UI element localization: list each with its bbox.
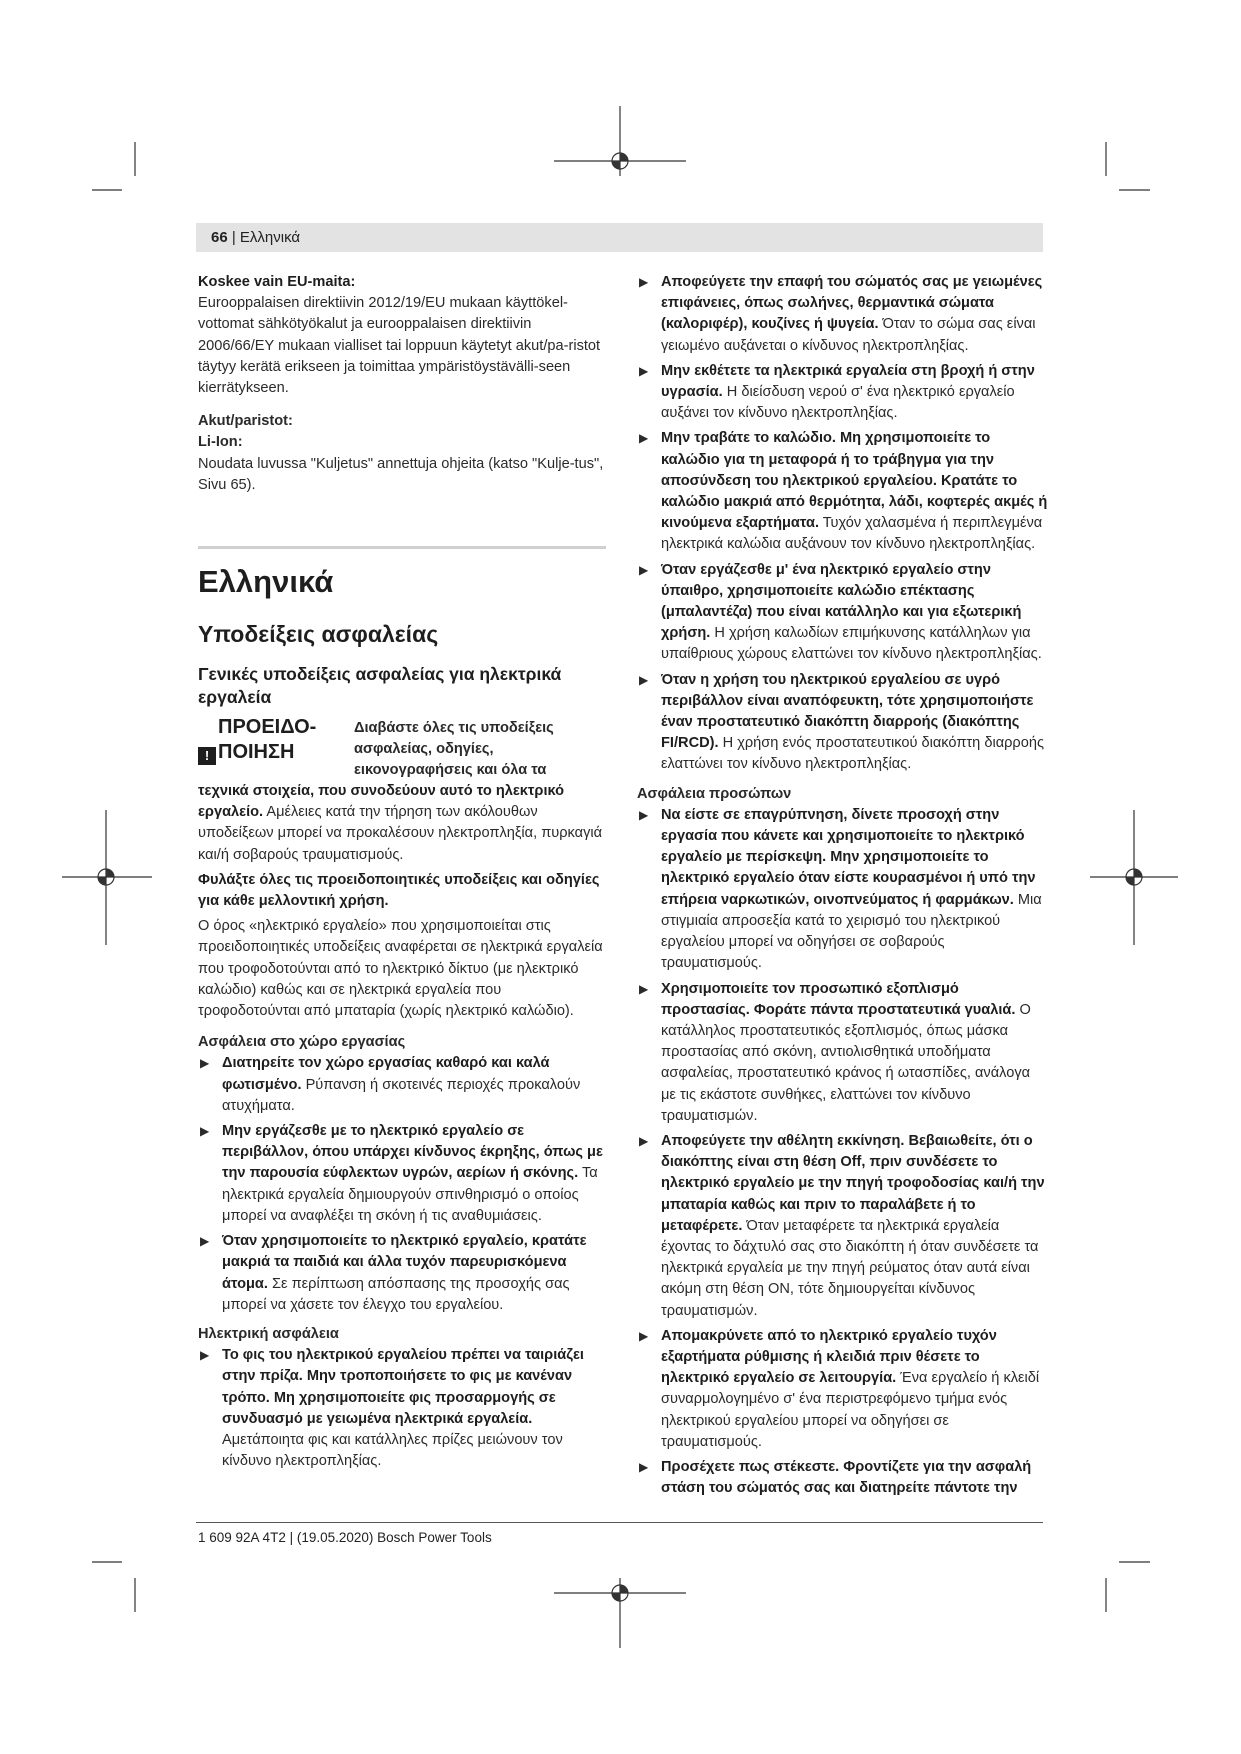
battery-heading: Akut/paristot: xyxy=(198,413,293,430)
bullet-arrow-icon: ▶ xyxy=(639,1459,649,1474)
page-footer: 1 609 92A 4T2 | (19.05.2020) Bosch Power Tools xyxy=(198,1530,492,1545)
workplace-item: ▶ Διατηρείτε τον χώρο εργασίας καθαρό και καλά φωτισμένο. Ρύπανση ή σκοτεινές περιοχές προκαλούν ατυχήματα. xyxy=(200,1055,581,1114)
personal-item: ▶ Χρησιμοποιείτε τον προσωπικό εξοπλισμό προστασίας. Φοράτε πάντα προστατευτικά γυαλιά. Ο κατάλληλος προστατευτικός εξοπλισμός, όπως μάσκα προστασίας από σκόνη, αντιολισθητικά υποδήματα ασφαλείας, προστατευτικό κράνος ή ωτασπίδες, ανάλογα με τις εκάστοτε συνθήκες, ελαττώνει τον κίνδυνο τραυματισμών. xyxy=(639,980,1031,1124)
bullet-arrow-icon: ▶ xyxy=(639,275,649,289)
page-number: 66 xyxy=(211,229,228,246)
bullet-arrow-icon: ▶ xyxy=(200,1234,210,1249)
bullet-arrow-icon: ▶ xyxy=(639,807,649,822)
language-title: Ελληνικά xyxy=(198,564,334,600)
bullet-arrow-icon: ▶ xyxy=(200,1124,210,1139)
warning-side-text: Διαβάστε όλες τις υποδείξεις ασφαλείας, οδηγίες, εικονογραφήσεις και όλα τα xyxy=(354,720,554,779)
warning-block xyxy=(198,715,606,781)
footer-divider xyxy=(196,1522,1043,1523)
electrical-heading: Ηλεκτρική ασφάλεια xyxy=(198,1325,339,1342)
workplace-item: ▶ Μην εργάζεσθε με το ηλεκτρικό εργαλείο σε περιβάλλον, όπου υπάρχει κίνδυνος έκρηξης, όπως με την παρουσία εύφλεκτων υγρών, αερίων ή σκόνης. Τα ηλεκτρικά εργαλεία δημιουργούν σπινθηρισμό ο οποίος μπορεί να αναφλέξει τη σκόνη ή τις αναθυμιάσεις. xyxy=(200,1123,603,1224)
warning-cont-bold: τεχνικά στοιχεία, που συνοδεύουν αυτό το ηλεκτρικό εργαλείο. xyxy=(198,783,565,821)
safety-title: Υποδείξεις ασφαλείας xyxy=(198,621,439,648)
warning-triangle-icon: ! xyxy=(198,747,216,765)
right-column xyxy=(637,272,1049,1503)
term-definition: Ο όρος «ηλεκτρικό εργαλείο» που χρησιμοποιείται στις προειδοποιητικές υποδείξεις αναφέρεται σε ηλεκτρικά εργαλεία που τροφοδοτούνται από το ηλεκτρικό δίκτυο (με ηλεκτρικό καλώδιο) καθώς και σε ηλεκτρικά εργαλεία που τροφοδοτούνται από μπαταρία (χωρίς ηλεκτρικό καλώδιο). xyxy=(198,918,603,1020)
personal-item: ▶ Αποφεύγετε την αθέλητη εκκίνηση. Βεβαιωθείτε, ότι ο διακόπτης είναι στη θέση Off, πριν συνδέσετε το ηλεκτρικό εργαλείο με την πηγή τροφοδοσίας και/ή την μπαταρία καθώς και πριν το παραλάβετε ή το μεταφέρετε. Όταν μεταφέρετε τα ηλεκτρικά εργαλεία έχοντας το δάχτυλό σας στο διακόπτη ή όταν συνδέσετε τα ηλεκτρικά εργαλεία με την πηγή ρεύματος όταν αυτά είναι ακόμη στη θέση ON, τότε δημιουργείται κίνδυνος τραυματισμών. xyxy=(639,1132,1045,1319)
electrical-item: ▶ Όταν η χρήση του ηλεκτρικού εργαλείου σε υγρό περιβάλλον είναι αναπόφευκτη, τότε χρησιμοποιήστε έναν προστατευτικό διακόπτη διαρροής (διακόπτης FI/RCD). Η χρήση ενός προστατευτικού διακόπτη διαρροής ελαττώνει τον κίνδυνο ηλεκτροπληξίας. xyxy=(639,671,1044,773)
keep-instructions: Φυλάξτε όλες τις προειδοποιητικές υποδείξεις και οδηγίες για κάθε μελλοντική χρήση. xyxy=(198,871,600,910)
eu-heading: Koskee vain EU-maita: xyxy=(198,274,356,290)
page-header: 66 | Ελληνικά xyxy=(211,229,301,246)
liion-text: Noudata luvussa "Kuljetus" annettuja ohjeita (katso "Kulje-tus", Sivu 65). xyxy=(198,455,604,493)
general-safety-heading: Γενικές υποδείξεις ασφαλείας για ηλεκτρικά εργαλεία xyxy=(198,664,562,708)
bullet-arrow-icon: ▶ xyxy=(639,981,649,996)
page-header-bar xyxy=(196,223,1043,252)
left-column xyxy=(198,272,606,1476)
warning-label-text: ΠΡΟΕΙΔΟ-ΠΟΙΗΣΗ xyxy=(218,716,317,764)
electrical-item: ▶ Αποφεύγετε την επαφή του σώματός σας με γειωμένες επιφάνειες, όπως σωλήνες, θερμαντικά σώματα (καλοριφέρ), κουζίνες ή ψυγεία. Όταν το σώμα σας είναι γειωμένο αυξάνεται ο κίνδυνος ηλεκτροπληξίας. xyxy=(639,274,1043,354)
electrical-item: ▶ Το φις του ηλεκτρικού εργαλείου πρέπει να ταιριάζει στην πρίζα. Μην τροποποιήσετε το φις με κανέναν τρόπο. Μη χρησιμοποιείτε φις προσαρμογής σε συνδυασμό με γειωμένα ηλεκτρικά εργαλεία. Αμετάποιητα φις και κατάλληλες πρίζες μειώνουν τον κίνδυνο ηλεκτροπληξίας. xyxy=(200,1347,584,1470)
bullet-arrow-icon: ▶ xyxy=(639,1133,649,1148)
warning-cont-text: Αμέλειες κατά την τήρηση των ακόλουθων υποδείξεων μπορεί να προκαλέσουν ηλεκτροπληξία, πυρκαγιά και/ή σοβαρούς τραυματισμούς. xyxy=(198,804,603,863)
bullet-arrow-icon: ▶ xyxy=(639,431,649,446)
bullet-arrow-icon: ▶ xyxy=(639,363,649,378)
personal-item: ▶ Να είστε σε επαγρύπνηση, δίνετε προσοχή στην εργασία που κάνετε και χρησιμοποιείτε το ηλεκτρικό εργαλείο με περίσκεψη. Μην χρησιμοποιείτε το ηλεκτρικό εργαλείο όταν είστε κουρασμένοι ή υπό την επήρεια ναρκωτικών, οινοπνεύματος ή φαρμάκων. Μια στιγμιαία απροσεξία κατά το χειρισμό του ηλεκτρικού εργαλείου μπορεί να οδηγήσει σε σοβαρούς τραυματισμούς. xyxy=(639,806,1042,972)
liion-heading: Li-Ion: xyxy=(198,434,243,451)
workplace-heading: Ασφάλεια στο χώρο εργασίας xyxy=(198,1034,406,1051)
warning-continuation xyxy=(198,781,606,866)
personal-item: ▶ Απομακρύνετε από το ηλεκτρικό εργαλείο τυχόν εξαρτήματα ρύθμισης ή κλειδιά πριν θέσετε το ηλεκτρικό εργαλείο σε λειτουργία. Ένα εργαλείο ή κλειδί συναρμολογημένο σ' ένα περιστρεφόμενο τμήμα ενός ηλεκτρικού εργαλείου μπορεί να οδηγήσει σε τραυματισμούς. xyxy=(639,1327,1040,1450)
eu-text: Eurooppalaisen direktiivin 2012/19/EU mukaan käyttökel-vottomat sähkötyökalut ja eurooppalaisen direktiivin 2006/66/EY mukaan vialliset tai loppuun käytetyt akut/pa-ristot täytyy kerätä erikseen ja toimittaa ympäristöystävälli-seen kierrätykseen. xyxy=(198,295,601,397)
bullet-arrow-icon: ▶ xyxy=(639,672,649,687)
section-name: Ελληνικά xyxy=(239,229,301,246)
bullet-arrow-icon: ▶ xyxy=(200,1348,210,1363)
personal-item: ▶ Προσέχετε πως στέκεστε. Φροντίζετε για την ασφαλή στάση του σώματός σας και διατηρείτε πάντοτε την xyxy=(639,1458,1032,1497)
bullet-arrow-icon: ▶ xyxy=(639,1328,649,1343)
bullet-arrow-icon: ▶ xyxy=(639,562,649,577)
bullet-arrow-icon: ▶ xyxy=(200,1056,210,1071)
section-divider xyxy=(198,546,606,549)
warning-label xyxy=(198,715,348,765)
electrical-item: ▶ Μην εκθέτετε τα ηλεκτρικά εργαλεία στη βροχή ή στην υγρασία. Η διείσδυση νερού σ' ένα ηλεκτρικό εργαλείο αυξάνει τον κίνδυνο ηλεκτροπληξίας. xyxy=(639,362,1035,422)
personal-heading: Ασφάλεια προσώπων xyxy=(637,785,792,802)
workplace-item: ▶ Όταν χρησιμοποιείτε το ηλεκτρικό εργαλείο, κρατάτε μακριά τα παιδιά και άλλα τυχόν παρευρισκόμενα άτομα. Σε περίπτωση απόσπασης της προσοχής σας μπορεί να χάσετε τον έλεγχο του εργαλείου. xyxy=(200,1233,587,1313)
electrical-item: ▶ Όταν εργάζεσθε μ' ένα ηλεκτρικό εργαλείο στην ύπαιθρο, χρησιμοποιείτε καλώδιο επέκτασης (μπαλαντέζα) που είναι κατάλληλο και για εξωτερική χρήση. Η χρήση καλωδίων επιμήκυνσης κατάλληλων για υπαίθριους χώρους ελαττώνει τον κίνδυνο ηλεκτροπληξίας. xyxy=(639,561,1042,663)
electrical-item: ▶ Μην τραβάτε το καλώδιο. Μη χρησιμοποιείτε το καλώδιο για τη μεταφορά ή το τράβηγμα για την αποσύνδεση του ηλεκτρικού εργαλείου. Κρατάτε το καλώδιο μακριά από θερμότητα, λάδι, κοφτερές ακμές ή κινούμενα εξαρτήματα. Τυχόν χαλασμένα ή περιπλεγμένα ηλεκτρικά καλώδια αυξάνουν τον κίνδυνο ηλεκτροπληξίας. xyxy=(639,430,1048,553)
